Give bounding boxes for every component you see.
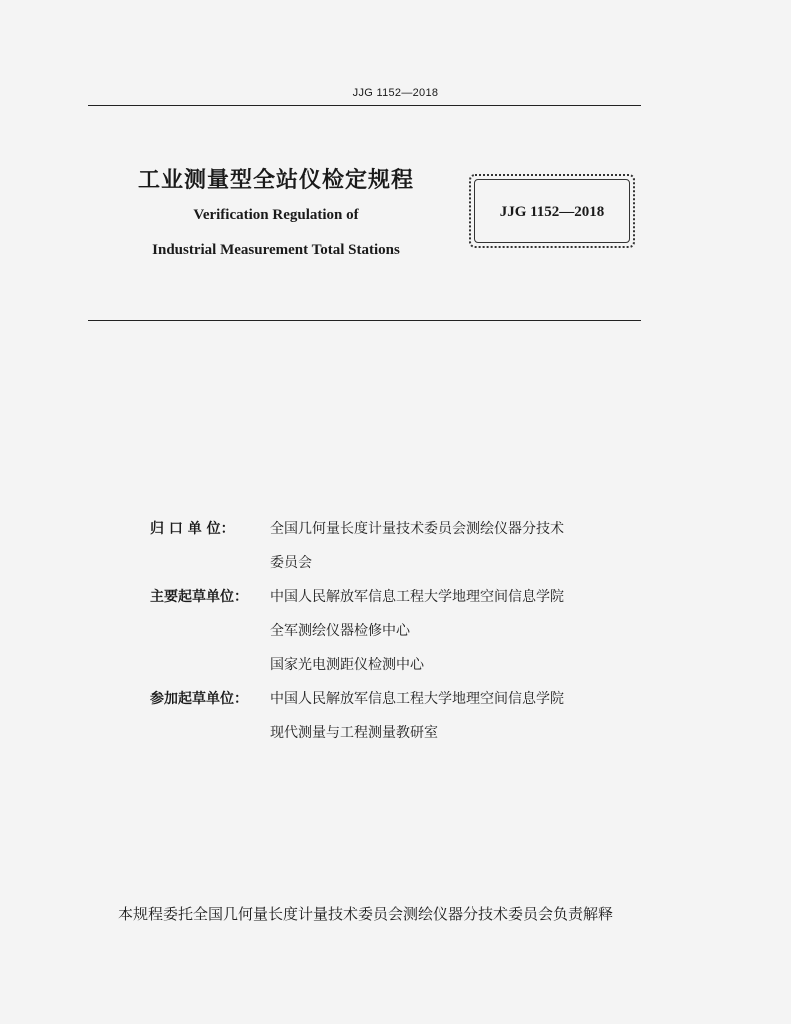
responsible-label: 归 口 单 位： bbox=[150, 521, 235, 537]
title-english-line1: Verification Regulation of bbox=[193, 207, 359, 223]
main-drafting-label: 主要起草单位： bbox=[150, 589, 248, 605]
info-row-main-drafting-2 bbox=[150, 614, 650, 648]
info-row-participating bbox=[150, 682, 650, 716]
main-drafting-value-1: 中国人民解放军信息工程大学地理空间信息学院 bbox=[270, 589, 564, 605]
code-box-text: JJG 1152—2018 bbox=[499, 204, 605, 220]
standard-code-box bbox=[469, 174, 635, 248]
responsible-value-1: 全国几何量长度计量技术委员会测绘仪器分技术 bbox=[270, 521, 564, 537]
info-row-participating-2 bbox=[150, 716, 650, 750]
main-drafting-value-3: 国家光电测距仪检测中心 bbox=[270, 657, 424, 673]
info-row-responsible-cont bbox=[150, 546, 650, 580]
title-chinese: 工业测量型全站仪检定规程 bbox=[137, 168, 414, 193]
interpretation-note: 本规程委托全国几何量长度计量技术委员会测绘仪器分技术委员会负责解释 bbox=[118, 905, 614, 923]
participating-label: 参加起草单位： bbox=[150, 691, 248, 707]
info-row-main-drafting bbox=[150, 580, 650, 614]
responsible-value-2: 委员会 bbox=[270, 555, 312, 571]
info-row-responsible bbox=[150, 512, 650, 546]
info-row-main-drafting-3 bbox=[150, 648, 650, 682]
header-divider bbox=[88, 105, 641, 106]
header-code: JJG 1152—2018 bbox=[352, 87, 439, 99]
participating-value-2: 现代测量与工程测量教研室 bbox=[270, 725, 438, 741]
main-drafting-value-2: 全军测绘仪器检修中心 bbox=[270, 623, 410, 639]
title-english-line2: Industrial Measurement Total Stations bbox=[152, 242, 400, 258]
title-divider bbox=[88, 320, 641, 321]
organization-info bbox=[150, 512, 650, 750]
participating-value-1: 中国人民解放军信息工程大学地理空间信息学院 bbox=[270, 691, 564, 707]
